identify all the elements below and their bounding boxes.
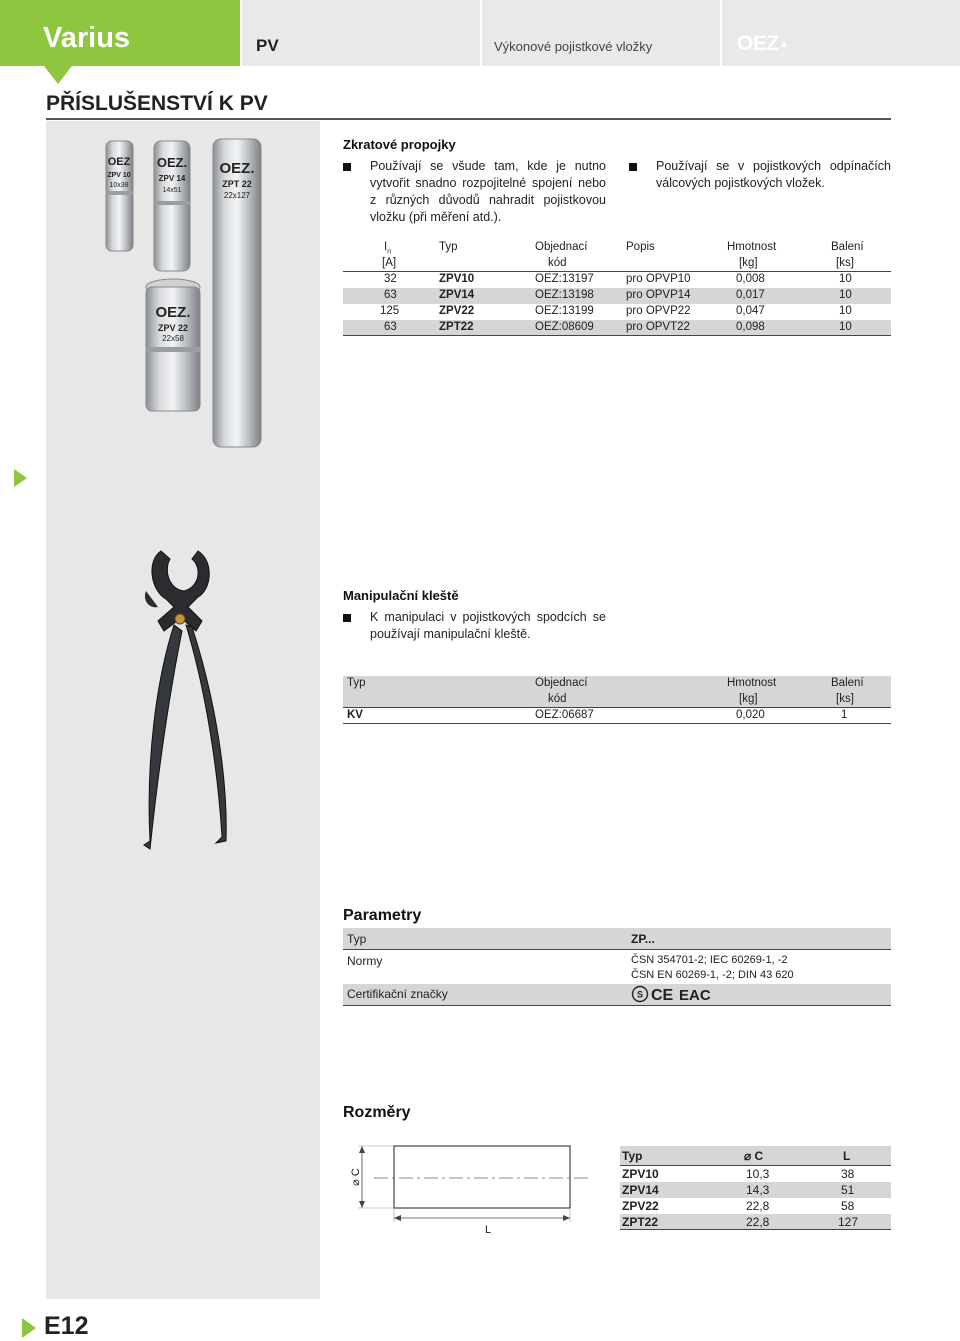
parameters-table [343, 928, 891, 1006]
svg-text:OEZ.: OEZ. [219, 160, 255, 177]
zpt22-link-image [213, 139, 261, 447]
image-column [46, 121, 320, 1299]
svg-text:ZPT 22: ZPT 22 [222, 179, 252, 189]
bullet-zkratove-1: Používají se všude tam, kde je nutno vytvořit snadno rozpojitelné spojení nebo z různých důvodů nahradit pojistkovou vložku (při měření atd.). [343, 158, 606, 226]
pliers-table [343, 676, 891, 724]
svg-text:22x58: 22x58 [162, 334, 184, 343]
col-header-baleni: Balení [831, 241, 864, 253]
dimensions-table [620, 1146, 891, 1230]
col-header-hmotnost: Hmotnost [727, 241, 777, 253]
table-row: KV OEZ:06687 0,020 1 [343, 708, 891, 724]
section-subtitle: Výkonové pojistkové vložky [494, 39, 653, 54]
section-heading-kleste: Manipulační kleště [343, 588, 459, 603]
svg-text:OEZ: OEZ [107, 156, 131, 168]
zpv22-link-image [146, 279, 200, 411]
bullet-square [629, 163, 637, 171]
product-images [46, 121, 320, 1299]
links-table [343, 240, 891, 336]
table-row: 125 ZPV22 OEZ:13199 pro OPVP22 0,047 10 [380, 305, 852, 317]
kv-pliers-image [144, 551, 226, 849]
bullet-square [343, 614, 351, 622]
svg-text:⌀ C: ⌀ C [350, 1168, 362, 1186]
svg-text:OEZ.: OEZ. [155, 304, 191, 321]
brand-name: Varius [43, 22, 131, 54]
svg-text:10x38: 10x38 [109, 182, 129, 189]
zpv10-link-image [106, 141, 133, 251]
svg-text:S: S [636, 989, 644, 1000]
bullet-kleste: K manipulaci v pojistkových spodcích se používají manipulační kleště. [343, 609, 606, 643]
bullet-zkratove-2: Používají se v pojistkových odpínačích válcových pojistkových vložek. [629, 158, 891, 192]
page-number-marker [22, 1318, 36, 1338]
header-pointer [44, 66, 72, 84]
svg-text:L: L [484, 1224, 492, 1236]
table-row: 63 ZPV14 OEZ:13198 pro OPVP14 0,017 10 [343, 288, 891, 304]
certification-marks [631, 984, 711, 1007]
col-header-popis: Popis [626, 241, 655, 253]
svg-text:CE: CE [651, 987, 674, 1004]
svg-text:ZPV 10: ZPV 10 [107, 172, 131, 179]
table-row: ZPV10 10,3 38 [622, 1167, 855, 1181]
table-row: ZPV22 22,8 58 [622, 1199, 855, 1213]
bullet-square [343, 163, 351, 171]
table-header-row: Typ ⌀ C L [620, 1146, 891, 1166]
cert-icons [631, 984, 711, 1004]
table-header-row: Typ Objednací Hmotnost Balení [343, 676, 891, 692]
table-row: ZPV14 14,3 51 [620, 1182, 891, 1198]
table-units-row: kód [kg] [ks] [343, 692, 891, 708]
page-title: PŘÍSLUŠENSTVÍ K PV [46, 92, 268, 115]
param-row-normy: Normy ČSN 354701-2; IEC 60269-1, -2 ČSN EN 60269-1, -2; DIN 43 620 [347, 954, 794, 981]
col-header-typ: Typ [439, 241, 458, 253]
param-row-typ: Typ ZP... [343, 928, 891, 950]
svg-text:OEZ.: OEZ. [156, 155, 188, 170]
section-name: PV [256, 36, 279, 55]
svg-text:14x51: 14x51 [162, 187, 182, 194]
dimension-drawing [340, 1140, 610, 1245]
table-row: ZPT22 22,8 127 [620, 1214, 891, 1230]
section-heading-parametry: Parametry [343, 907, 422, 924]
table-row: 32 ZPV10 OEZ:13197 pro OPVP10 0,008 10 [384, 273, 852, 285]
header-divider [240, 0, 242, 66]
svg-text:EAC: EAC [679, 987, 711, 1004]
col-header-objednaci: Objednací [535, 241, 588, 253]
section-heading-rozmery: Rozměry [343, 1104, 411, 1121]
table-header-row [343, 240, 891, 256]
header-divider [480, 0, 482, 66]
page-header [0, 0, 960, 66]
svg-text:ZPV 14: ZPV 14 [158, 174, 186, 183]
svg-text:ZPV 22: ZPV 22 [157, 323, 189, 333]
zpv14-link-image [154, 141, 190, 271]
oez-logo: OEZ▲ [737, 32, 790, 55]
section-heading-zkratove: Zkratové propojky [343, 137, 456, 152]
brand-block [0, 0, 240, 66]
param-row-cert: Certifikační značky S CE EAC [343, 984, 891, 1006]
page-number: E12 [44, 1312, 89, 1340]
side-arrow-marker [14, 469, 27, 487]
table-row: 63 ZPT22 OEZ:08609 pro OPVT22 0,098 10 [343, 320, 891, 336]
header-divider [720, 0, 722, 66]
col-header-in: $I_n$ [384, 241, 392, 256]
table-units-row: [A] kód [kg] [ks] [343, 256, 891, 272]
svg-text:22x127: 22x127 [223, 191, 251, 200]
title-divider [46, 118, 891, 120]
